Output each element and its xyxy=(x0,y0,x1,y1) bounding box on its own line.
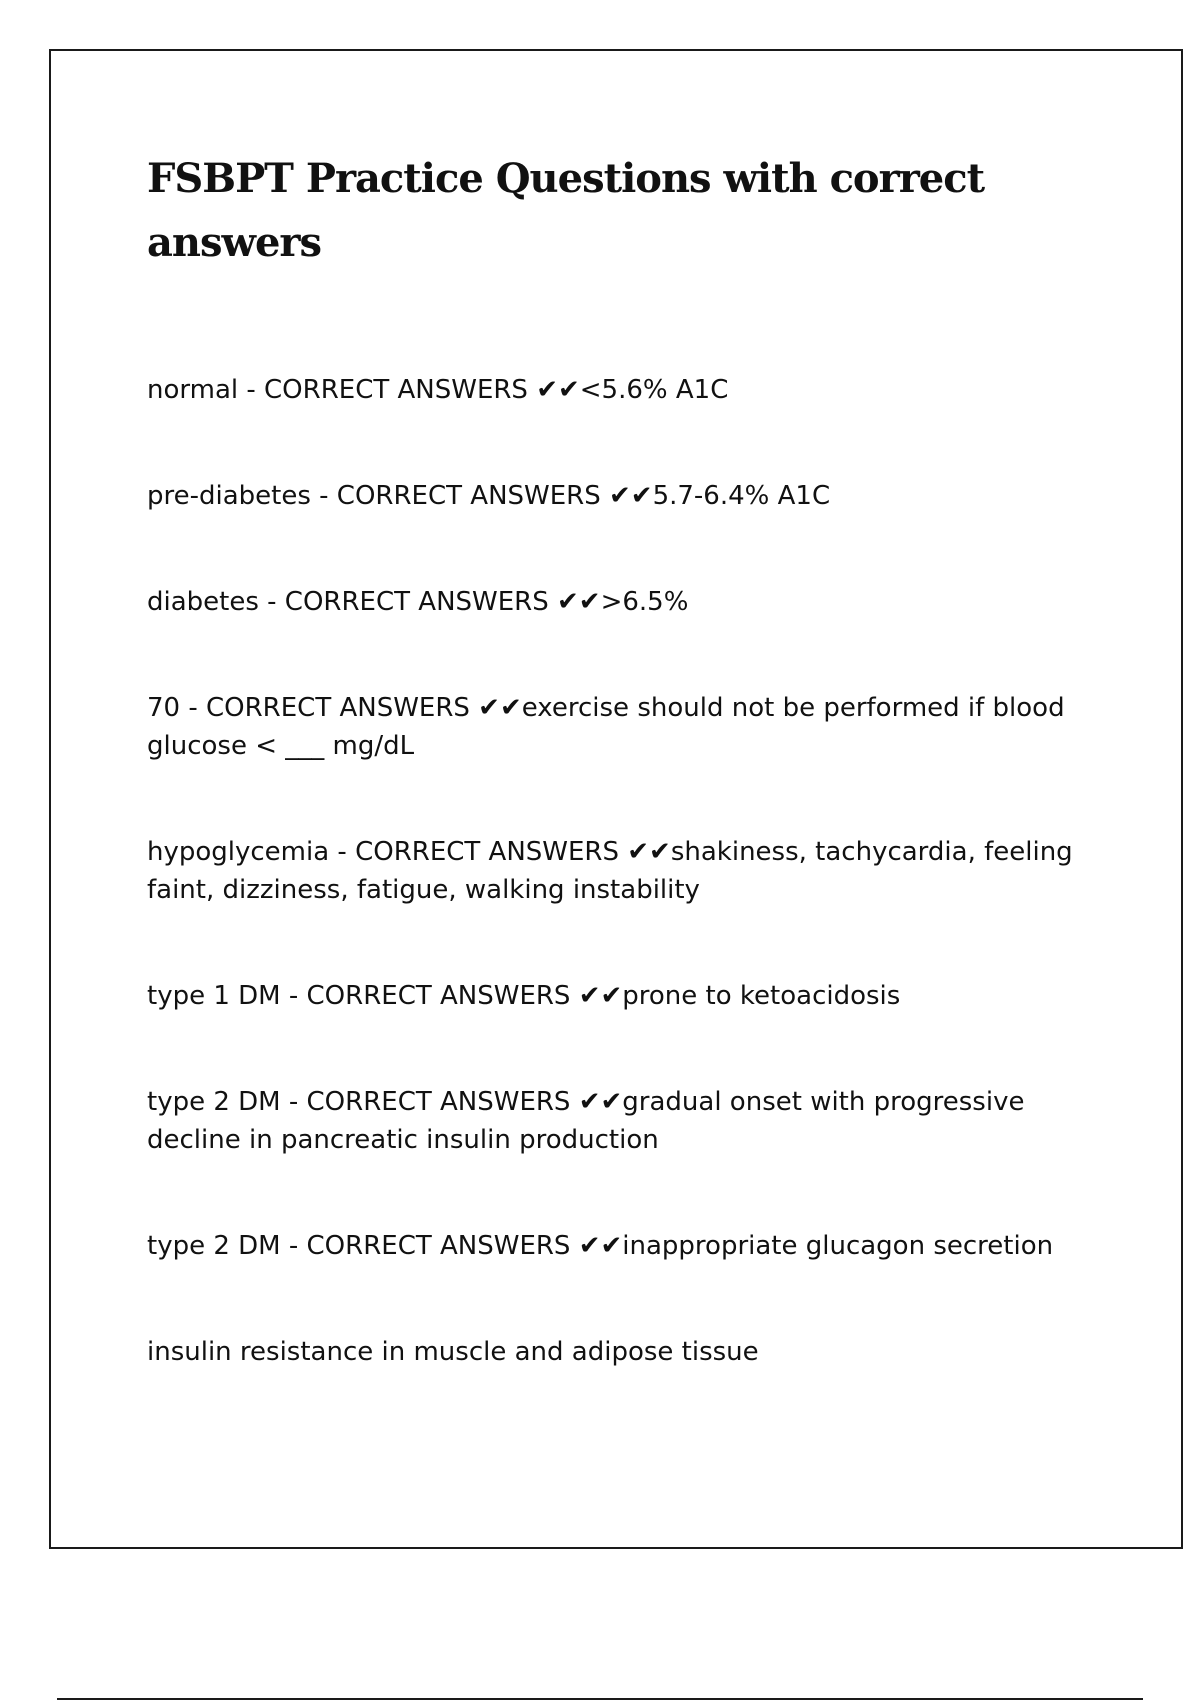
entry-hypoglycemia: hypoglycemia - CORRECT ANSWERS ✔✔shakiness, tachycardia, feeling faint, dizziness, fatigue, walking instability xyxy=(147,837,1073,905)
document-content xyxy=(147,147,1127,1371)
entry-glucose-threshold: 70 - CORRECT ANSWERS ✔✔exercise should not be performed if blood glucose < ___ mg/dL xyxy=(147,693,1065,761)
entry-normal: normal - CORRECT ANSWERS ✔✔<5.6% A1C xyxy=(147,375,729,405)
document-title: FSBPT Practice Questions with correct answers xyxy=(147,155,985,266)
entry-diabetes: diabetes - CORRECT ANSWERS ✔✔>6.5% xyxy=(147,587,689,617)
entry-type-2-dm-glucagon: type 2 DM - CORRECT ANSWERS ✔✔inappropriate glucagon secretion xyxy=(147,1231,1054,1261)
entry-type-1-dm: type 1 DM - CORRECT ANSWERS ✔✔prone to ketoacidosis xyxy=(147,981,901,1011)
page-frame xyxy=(49,49,1183,1549)
entry-pre-diabetes: pre-diabetes - CORRECT ANSWERS ✔✔5.7-6.4% A1C xyxy=(147,481,831,511)
entry-type-2-dm-onset: type 2 DM - CORRECT ANSWERS ✔✔gradual onset with progressive decline in pancreatic insulin production xyxy=(147,1087,1025,1155)
entry-list xyxy=(147,371,1127,1371)
entry-insulin-resistance: insulin resistance in muscle and adipose tissue xyxy=(147,1337,759,1367)
